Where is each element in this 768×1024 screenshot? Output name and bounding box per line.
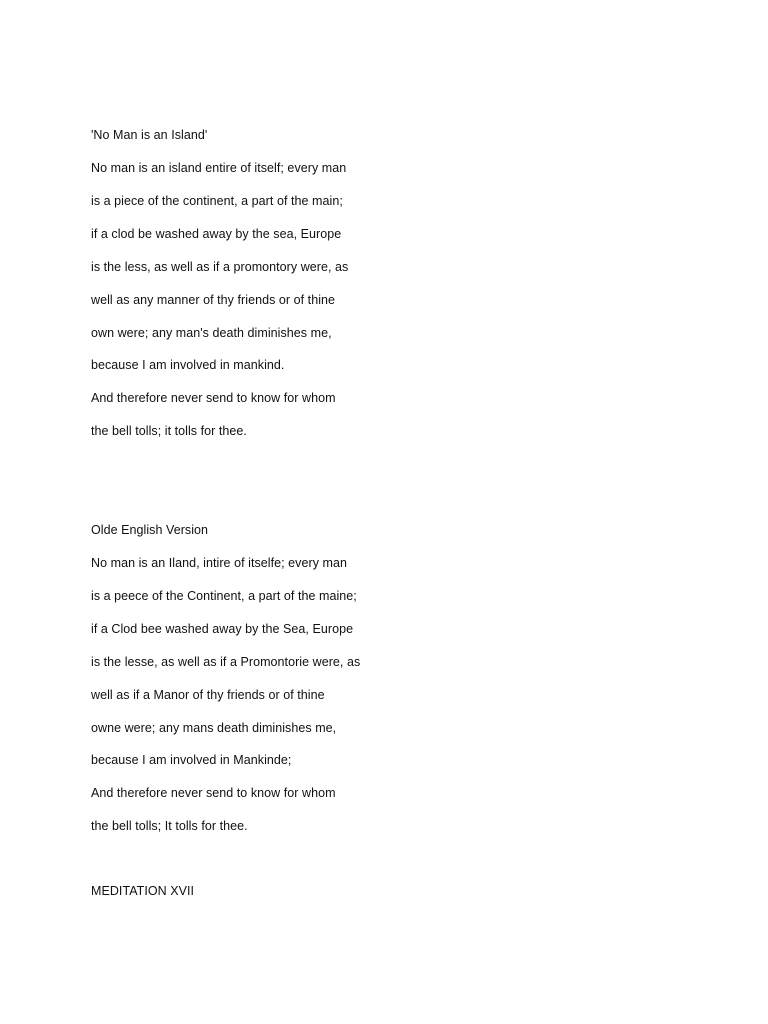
poem-line: if a clod be washed away by the sea, Europe [91,227,342,241]
poem-line: if a Clod bee washed away by the Sea, Europe [91,622,354,636]
poem-line: is a piece of the continent, a part of the main; [91,194,343,208]
poem-line: owne were; any mans death diminishes me, [91,721,337,735]
poem-line: is the lesse, as well as if a Promontorie were, as [91,655,361,669]
poem-line: own were; any man's death diminishes me, [91,326,332,340]
poem-line: well as if a Manor of thy friends or of thine [91,688,325,702]
poem-line: because I am involved in Mankinde; [91,753,292,767]
poem-line: the bell tolls; It tolls for thee. [91,819,248,833]
meditation-heading: MEDITATION XVII [91,884,195,898]
poem-title: 'No Man is an Island' [91,128,208,142]
poem-line: is a peece of the Continent, a part of the maine; [91,589,357,603]
poem-line: And therefore never send to know for whom [91,786,336,800]
poem-line: No man is an island entire of itself; every man [91,161,347,175]
poem-line: And therefore never send to know for whom [91,391,336,405]
poem-line: well as any manner of thy friends or of thine [91,293,336,307]
poem-line: No man is an Iland, intire of itselfe; every man [91,556,347,570]
version-title: Olde English Version [91,523,209,537]
poem-line: the bell tolls; it tolls for thee. [91,424,247,438]
poem-line: is the less, as well as if a promontory were, as [91,260,349,274]
poem-line: because I am involved in mankind. [91,358,285,372]
